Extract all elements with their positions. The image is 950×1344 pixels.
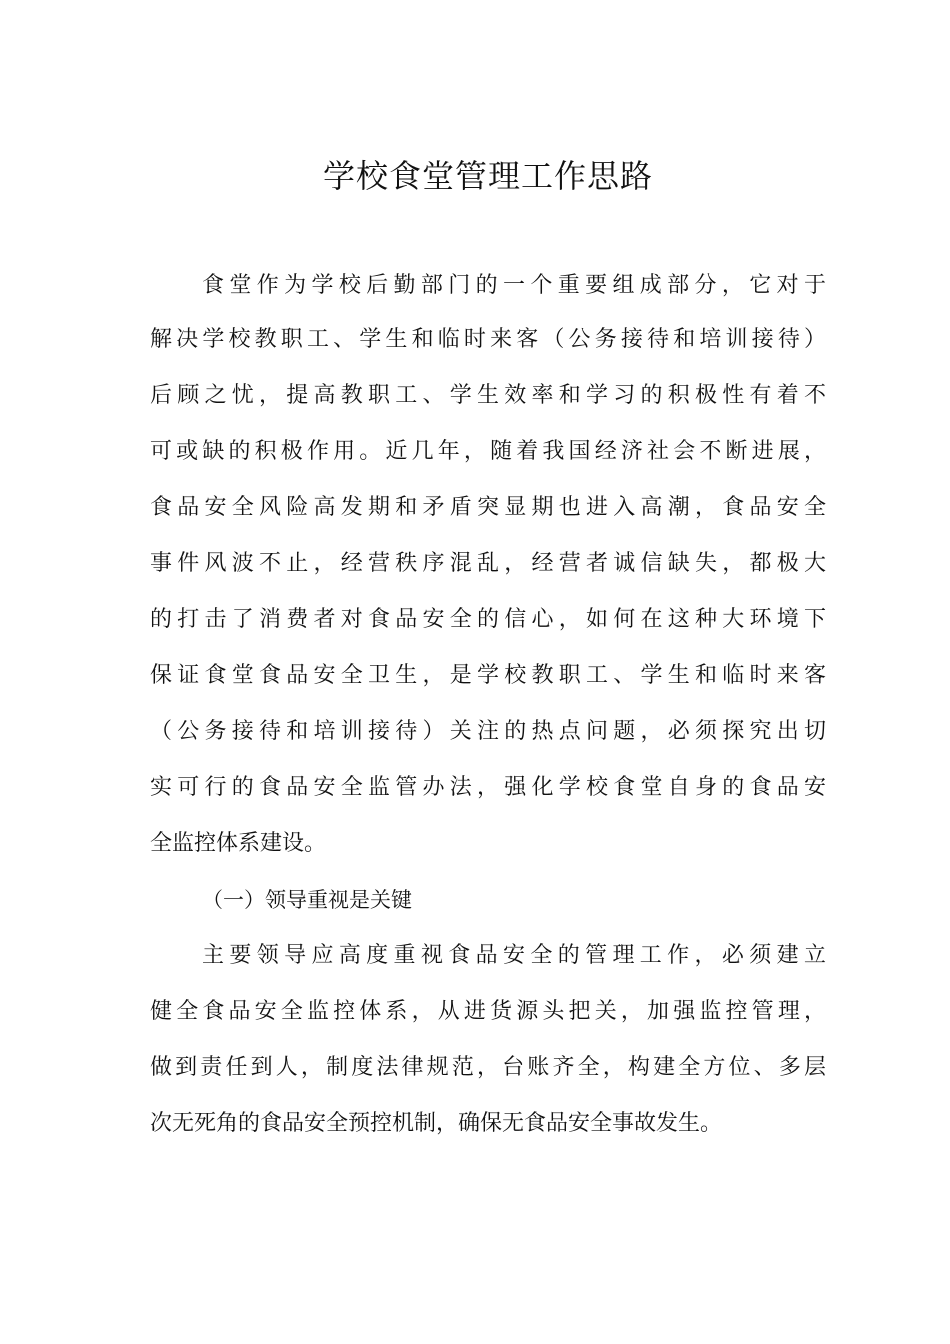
paragraph-2-line-4: 次无死角的食品安全预控机制，确保无食品安全事故发生。 (150, 1111, 723, 1136)
paragraph-2-line-1: 主要领导应高度重视食品安全的管理工作，必须建立 (202, 943, 826, 968)
paragraph-1-line-10: 实可行的食品安全监管办法，强化学校食堂自身的食品安 (150, 775, 826, 800)
paragraph-1-line-2: 解决学校教职工、学生和临时来客（公务接待和培训接待） (150, 327, 826, 352)
document-title: 学校食堂管理工作思路 (322, 157, 653, 195)
paragraph-1-line-7: 的打击了消费者对食品安全的信心，如何在这种大环境下 (150, 607, 826, 632)
paragraph-1-line-1: 食堂作为学校后勤部门的一个重要组成部分，它对于 (202, 273, 826, 298)
section-1-heading: （一）领导重视是关键 (202, 888, 412, 912)
paragraph-1-line-6: 事件风波不止，经营秩序混乱，经营者诚信缺失，都极大 (150, 551, 826, 576)
paragraph-1-line-5: 食品安全风险高发期和矛盾突显期也进入高潮，食品安全 (150, 495, 826, 520)
paragraph-1-line-8: 保证食堂食品安全卫生，是学校教职工、学生和临时来客 (150, 663, 826, 688)
paragraph-1-line-9: （公务接待和培训接待）关注的热点问题，必须探究出切 (150, 719, 826, 744)
paragraph-1-line-3: 后顾之忧，提高教职工、学生效率和学习的积极性有着不 (150, 383, 826, 408)
paragraph-1-line-4: 可或缺的积极作用。近几年，随着我国经济社会不断进展， (150, 439, 826, 464)
paragraph-2-line-3: 做到责任到人，制度法律规范，台账齐全，构建全方位、多层 (150, 1055, 826, 1080)
paragraph-1-line-11: 全监控体系建设。 (150, 831, 327, 856)
paragraph-2-line-2: 健全食品安全监控体系，从进货源头把关，加强监控管理， (150, 999, 826, 1024)
